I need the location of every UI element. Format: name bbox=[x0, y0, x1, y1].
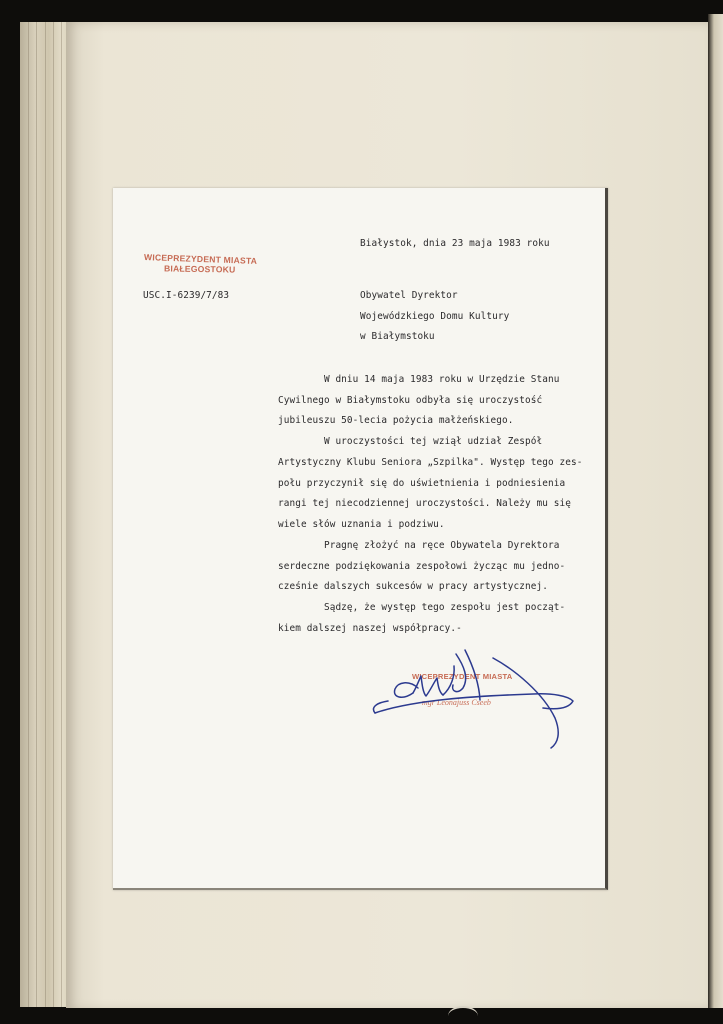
body-line: Cywilnego w Białymstoku odbyła się uroczystość bbox=[278, 395, 543, 406]
stamp-office-line1: WICEPREZYDENT MIASTA bbox=[143, 252, 258, 266]
signature-stamp-name: mgr Leonajuss Cseeb bbox=[422, 698, 491, 707]
recipient-line-2: Wojewódzkiego Domu Kultury bbox=[360, 311, 510, 322]
body-line: cześnie dalszych sukcesów w pracy artystycznej. bbox=[278, 581, 548, 592]
stamp-office-line2: BIAŁEGOSTOKU bbox=[163, 263, 236, 275]
handwritten-signature bbox=[113, 188, 605, 888]
recipient-line-3: w Białymstoku bbox=[360, 331, 435, 342]
body-line: wiele słów uznania i podziwu. bbox=[278, 519, 445, 530]
place-date-line: Białystok, dnia 23 maja 1983 roku bbox=[360, 238, 550, 249]
recipient-line-1: Obywatel Dyrektor bbox=[360, 290, 458, 301]
binding-gutter bbox=[708, 14, 723, 1010]
body-line: jubileuszu 50-lecia pożycia małżeńskiego. bbox=[278, 415, 514, 426]
body-line: kiem dalszej naszej współpracy.- bbox=[278, 623, 462, 634]
page-stack-edges bbox=[20, 22, 72, 1007]
bottom-shadow bbox=[0, 1008, 723, 1024]
reference-number: USC.I-6239/7/83 bbox=[143, 290, 230, 301]
signature-stamp-title: WICEPREZYDENT MIASTA bbox=[412, 672, 513, 681]
body-line: Artystyczny Klubu Seniora „Szpilka". Występ tego zes- bbox=[278, 457, 583, 468]
body-line: serdeczne podziękowania zespołowi życząc mu jedno- bbox=[278, 561, 566, 572]
letter-sheet bbox=[113, 188, 608, 890]
body-line: Pragnę złożyć na ręce Obywatela Dyrektora bbox=[278, 540, 560, 551]
body-line: Sądzę, że występ tego zespołu jest począt- bbox=[278, 602, 566, 613]
body-line: W uroczystości tej wziął udział Zespół bbox=[278, 436, 543, 447]
ribbon-loop bbox=[448, 1006, 478, 1024]
body-line: połu przyczynił się do uświetnienia i podniesienia bbox=[278, 478, 566, 489]
body-line: rangi tej niecodziennej uroczystości. Należy mu się bbox=[278, 498, 571, 509]
body-line: W dniu 14 maja 1983 roku w Urzędzie Stanu bbox=[278, 374, 560, 385]
